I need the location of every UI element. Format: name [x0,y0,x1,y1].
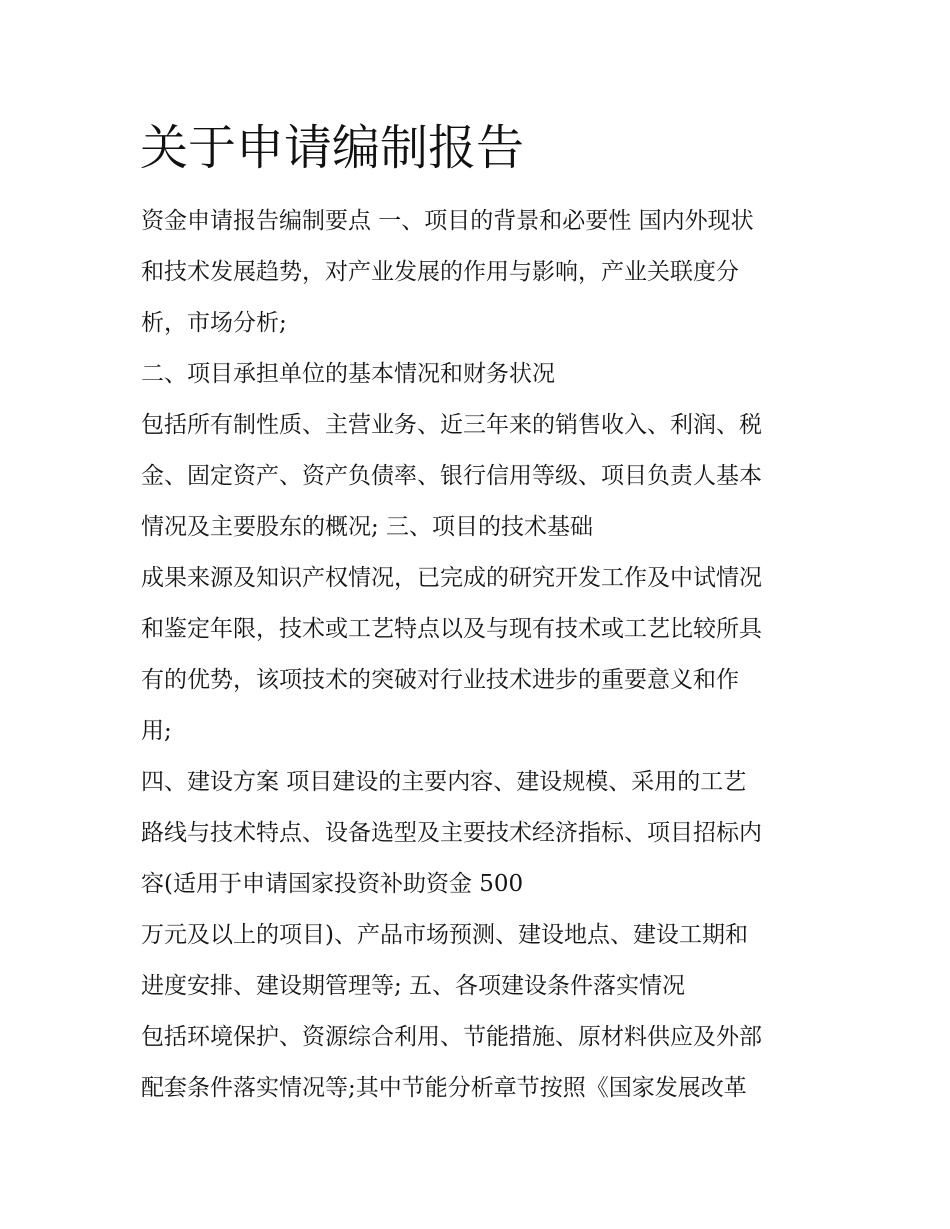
body-line: 析，市场分析; [141,310,287,336]
body-line: 万元及以上的项目)、产品市场预测、建设地点、建设工期和 [141,922,748,948]
body-line: 和鉴定年限，技术或工艺特点以及与现有技术或工艺比较所具 [141,616,762,642]
body-line: 包括环境保护、资源综合利用、节能措施、原材料供应及外部 [141,1024,762,1050]
body-line: 包括所有制性质、主营业务、近三年来的销售收入、利润、税 [141,412,762,438]
body-line: 成果来源及知识产权情况，已完成的研究开发工作及中试情况 [141,565,762,591]
body-line: 四、建设方案 项目建设的主要内容、建设规模、采用的工艺 [141,769,747,795]
body-line: 资金申请报告编制要点 一、项目的背景和必要性 国内外现状 [141,208,754,234]
body-line: 配套条件落实情况等;其中节能分析章节按照《国家发展改革 [141,1075,747,1101]
document-title: 关于申请编制报告 [140,120,525,176]
body-line: 和技术发展趋势，对产业发展的作用与影响，产业关联度分 [141,259,739,285]
body-line: 情况及主要股东的概况; 三、项目的技术基础 [141,514,594,540]
body-line: 金、固定资产、资产负债率、银行信用等级、项目负责人基本 [141,463,762,489]
body-line: 路线与技术特点、设备选型及主要技术经济指标、项目招标内 [141,820,762,846]
body-line: 有的优势，该项技术的突破对行业技术进步的重要意义和作 [141,667,739,693]
body-line: 用; [141,718,172,744]
body-line: 二、项目承担单位的基本情况和财务状况 [141,361,555,387]
body-line: 进度安排、建设期管理等; 五、各项建设条件落实情况 [141,973,686,999]
body-line: 容(适用于申请国家投资补助资金 500 [141,871,524,897]
